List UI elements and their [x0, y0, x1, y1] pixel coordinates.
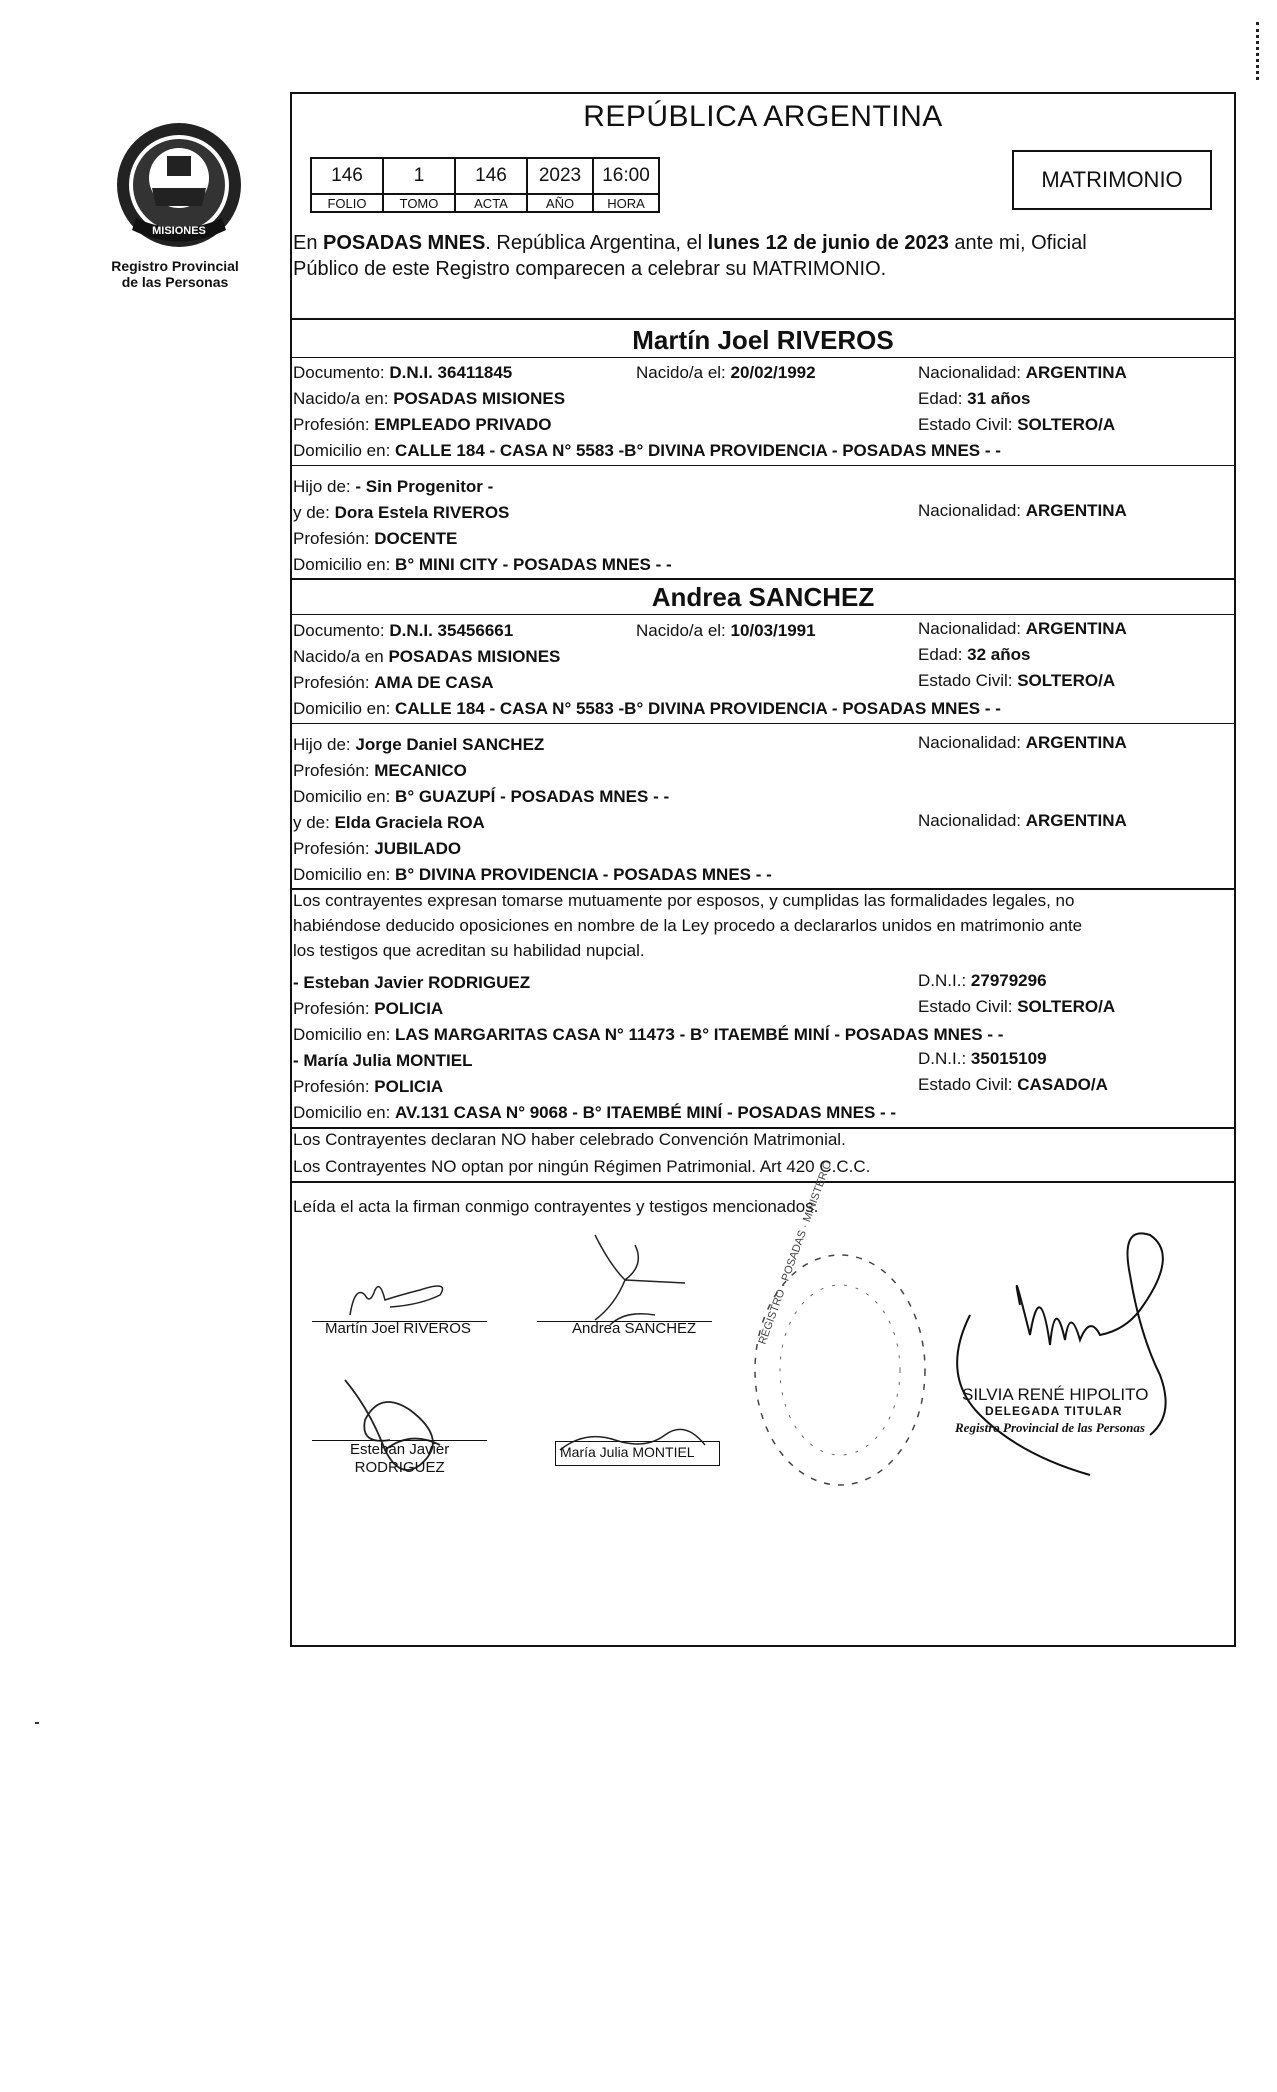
witness2-civil-status: Estado Civil: CASADO/A [918, 1075, 1108, 1094]
spouse2-father: Hijo de: Jorge Daniel SANCHEZ [293, 735, 545, 754]
spouse2-mother-address: Domicilio en: B° DIVINA PROVIDENCIA - POSADAS MNES - - [293, 865, 772, 884]
spouse1-mother-profession: Profesión: DOCENTE [293, 529, 458, 548]
registry-table [310, 157, 660, 213]
spouse2-father-profession: Profesión: MECANICO [293, 761, 467, 780]
witness2-dni: D.N.I.: 35015109 [918, 1049, 1047, 1068]
stamp-text: REGISTRO · POSADAS · MINISTERIO [756, 1159, 835, 1347]
spouse2-profession: Profesión: AMA DE CASA [293, 673, 494, 692]
divider [290, 578, 1236, 580]
spouse2-father-address: Domicilio en: B° GUAZUPÍ - POSADAS MNES - - [293, 787, 670, 806]
folio-label: FOLIO [311, 194, 383, 212]
tomo-label: TOMO [383, 194, 455, 212]
time-value: 16:00 [593, 158, 659, 194]
spouse1-birthdate: Nacido/a el: 20/02/1992 [636, 363, 816, 382]
spouse1-address: Domicilio en: CALLE 184 - CASA N° 5583 -B° DIVINA PROVIDENCIA - POSADAS MNES - - [293, 441, 1001, 460]
provincial-seal-logo [112, 118, 247, 253]
witness2-address: Domicilio en: AV.131 CASA N° 9068 - B° ITAEMBÉ MINÍ - POSADAS MNES - - [293, 1103, 897, 1122]
spouse1-signature [330, 1265, 470, 1325]
declaration-line1: Los contrayentes expresan tomarse mutuamente por esposos, y cumplidas las formalidades legales, no [293, 891, 1075, 910]
country-title: REPÚBLICA ARGENTINA [583, 100, 943, 133]
spouse2-mother-profession: Profesión: JUBILADO [293, 839, 462, 858]
section-bar [290, 1127, 291, 1179]
acta-value: 146 [455, 158, 527, 194]
witness2-signature-box: María Julia MONTIEL [555, 1441, 720, 1466]
witness1-profession: Profesión: POLICIA [293, 999, 444, 1018]
spouse1-mother: y de: Dora Estela RIVEROS [293, 503, 510, 522]
divider [290, 357, 1236, 358]
section-bar [290, 888, 291, 1128]
folio-value: 146 [311, 158, 383, 194]
spouse1-document: Documento: D.N.I. 36411845 [293, 363, 513, 382]
logo-text: MISIONES [152, 225, 206, 237]
official-round-stamp [745, 1159, 935, 1495]
spouse1-signature-label: Martín Joel RIVEROS [325, 1320, 471, 1337]
intro-place: POSADAS MNES [323, 232, 486, 254]
logo-caption-line1: Registro Provincial [111, 258, 239, 274]
divider [290, 888, 1236, 890]
witness2-name: - María Julia MONTIEL [293, 1051, 473, 1070]
scan-mark [1256, 22, 1262, 80]
witness1-dni: D.N.I.: 27979296 [918, 971, 1047, 990]
year-label: AÑO [527, 194, 593, 212]
note-convention: Los Contrayentes declaran NO haber celebrado Convención Matrimonial. [293, 1130, 846, 1149]
declaration-line3: los testigos que acreditan su habilidad nupcial. [293, 941, 645, 960]
closing-statement: Leída el acta la firman conmigo contrayentes y testigos mencionados. [293, 1197, 819, 1216]
spouse2-age: Edad: 32 años [918, 645, 1031, 664]
spouse2-civil-status: Estado Civil: SOLTERO/A [918, 671, 1116, 690]
spouse1-mother-address: Domicilio en: B° MINI CITY - POSADAS MNES - - [293, 555, 672, 574]
divider [290, 1127, 1236, 1129]
spouse2-document: Documento: D.N.I. 35456661 [293, 621, 514, 640]
note-regime: Los Contrayentes NO optan por ningún Régimen Patrimonial. Art 420 C.C.C. [293, 1157, 871, 1176]
spouse1-profession: Profesión: EMPLEADO PRIVADO [293, 415, 552, 434]
logo-caption-line2: de las Personas [121, 274, 229, 290]
official-role: DELEGADA TITULAR [985, 1404, 1123, 1418]
spouse1-age: Edad: 31 años [918, 389, 1031, 408]
logo-caption [90, 258, 260, 290]
spouse2-signature [555, 1225, 695, 1335]
witness1-civil-status: Estado Civil: SOLTERO/A [918, 997, 1116, 1016]
declaration-line2: habiéndose deducido oposiciones en nombre de la Ley procedo a declararlos unidos en matrimonio ante [293, 916, 1083, 935]
spouse2-birthplace: Nacido/a en POSADAS MISIONES [293, 647, 561, 666]
act-type-box: MATRIMONIO [1012, 150, 1212, 210]
spouse1-mother-nationality: Nacionalidad: ARGENTINA [918, 501, 1127, 520]
intro-date: lunes 12 de junio de 2023 [707, 232, 949, 254]
divider [290, 723, 1236, 724]
official-office: Registro Provincial de las Personas [955, 1420, 1145, 1435]
spouse1-name-title: Martín Joel RIVEROS [632, 325, 894, 355]
witness1-signature-label: Esteban Javier RODRIGUEZ [350, 1441, 450, 1476]
official-signature [950, 1215, 1190, 1485]
acta-label: ACTA [455, 194, 527, 212]
divider [290, 318, 1236, 320]
spouse2-address: Domicilio en: CALLE 184 - CASA N° 5583 -B° DIVINA PROVIDENCIA - POSADAS MNES - - [293, 699, 1001, 718]
spouse2-father-nationality: Nacionalidad: ARGENTINA [918, 733, 1127, 752]
spouse2-name-title: Andrea SANCHEZ [651, 582, 875, 612]
time-label: HORA [593, 194, 659, 212]
spouse1-civil-status: Estado Civil: SOLTERO/A [918, 415, 1116, 434]
scan-dot [35, 1722, 39, 1724]
spouse1-nationality: Nacionalidad: ARGENTINA [918, 363, 1127, 382]
spouse2-mother: y de: Elda Graciela ROA [293, 813, 485, 832]
divider [290, 614, 1236, 615]
divider [290, 465, 1236, 466]
intro-line2: Público de este Registro comparecen a celebrar su MATRIMONIO. [293, 258, 887, 280]
spouse2-birthdate: Nacido/a el: 10/03/1991 [636, 621, 816, 640]
spouse2-signature-label: Andrea SANCHEZ [572, 1320, 697, 1337]
spouse2-mother-nationality: Nacionalidad: ARGENTINA [918, 811, 1127, 830]
tomo-value: 1 [383, 158, 455, 194]
witness1-address: Domicilio en: LAS MARGARITAS CASA N° 11473 - B° ITAEMBÉ MINÍ - POSADAS MNES - - [293, 1025, 1004, 1044]
spouse2-nationality: Nacionalidad: ARGENTINA [918, 619, 1127, 638]
witness1-name: - Esteban Javier RODRIGUEZ [293, 973, 531, 992]
section-bar [290, 614, 291, 888]
divider [290, 1181, 1236, 1183]
intro-line1: En POSADAS MNES. República Argentina, el lunes 12 de junio de 2023 ante mi, Oficial [293, 232, 1087, 254]
spouse1-birthplace: Nacido/a en: POSADAS MISIONES [293, 389, 566, 408]
witness2-profession: Profesión: POLICIA [293, 1077, 444, 1096]
official-name: SILVIA RENÉ HIPOLITO [962, 1385, 1149, 1404]
year-value: 2023 [527, 158, 593, 194]
spouse1-father: Hijo de: - Sin Progenitor - [293, 477, 494, 496]
section-bar [290, 357, 291, 579]
